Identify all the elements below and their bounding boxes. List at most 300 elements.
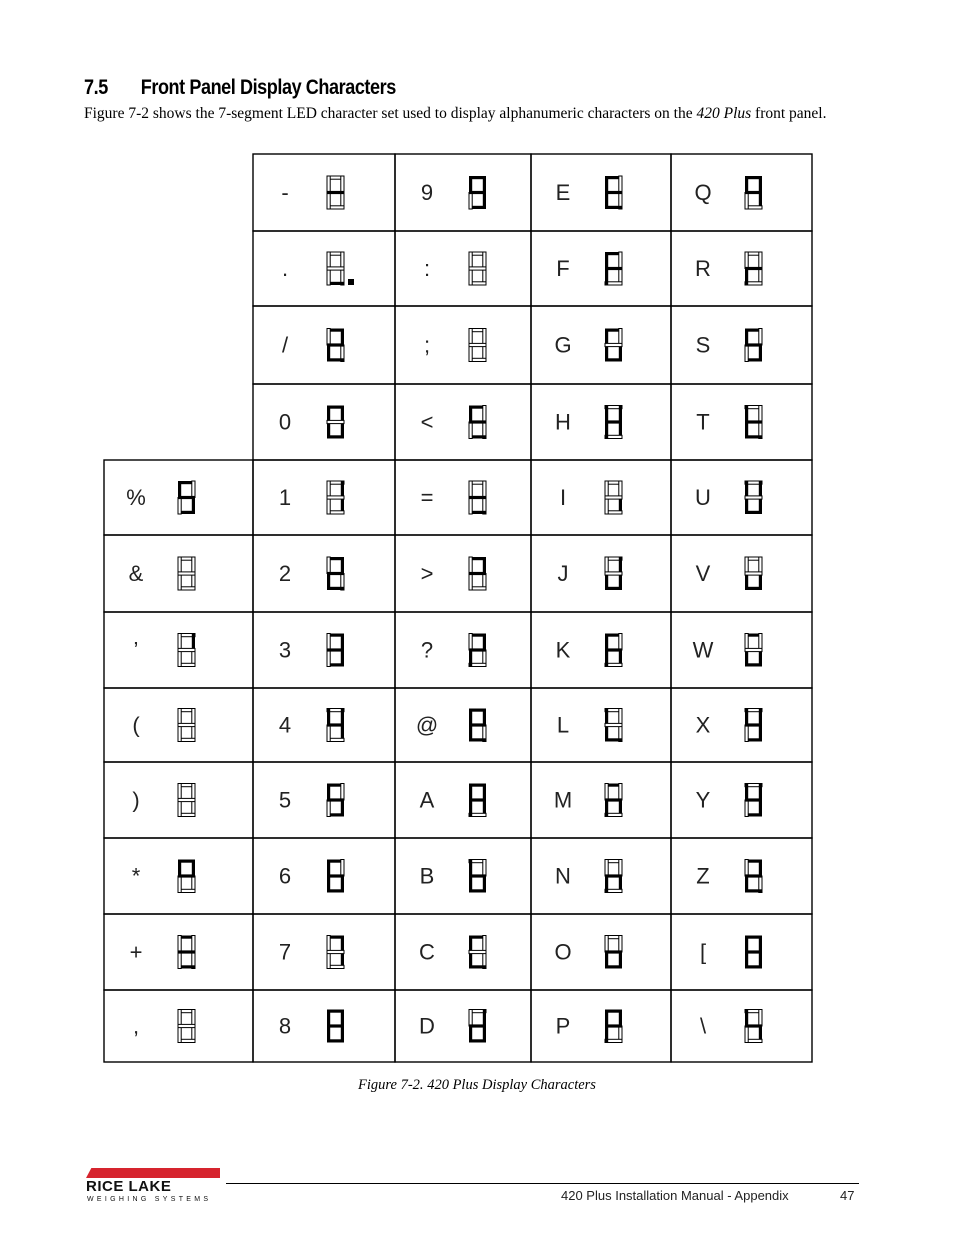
- segment-c-unlit: [192, 650, 195, 667]
- segment-d-lit: [745, 889, 762, 892]
- seven-segment-glyph: [745, 481, 762, 514]
- segment-e-lit: [605, 725, 608, 742]
- cell-border: [253, 384, 395, 460]
- cell-border: [671, 460, 812, 535]
- character-label: U: [695, 485, 711, 510]
- seven-segment-glyph: [745, 557, 762, 590]
- segment-e-unlit: [745, 1026, 748, 1043]
- segment-f-lit: [469, 406, 472, 423]
- seven-segment-glyph: [178, 557, 195, 590]
- character-label: &: [128, 561, 144, 586]
- character-label: A: [419, 787, 435, 813]
- cell-border: [671, 838, 812, 914]
- seven-segment-glyph: [178, 936, 195, 969]
- segment-a-unlit: [745, 252, 762, 255]
- seven-segment-glyph: [605, 1010, 622, 1043]
- character-cell: [395, 612, 531, 688]
- character-cell: [104, 762, 253, 838]
- segment-e-lit: [605, 422, 608, 439]
- segment-b-unlit: [192, 936, 195, 953]
- segment-d-unlit: [745, 206, 762, 209]
- segment-f-lit: [745, 784, 748, 801]
- seven-segment-glyph: [178, 784, 195, 817]
- segment-g-unlit: [469, 267, 486, 270]
- segment-b-lit: [192, 860, 195, 877]
- segment-e-lit: [605, 1026, 608, 1043]
- segment-b-unlit: [619, 252, 622, 269]
- segment-e-lit: [327, 876, 330, 893]
- segment-e-lit: [745, 422, 748, 439]
- segment-a-lit: [178, 860, 195, 863]
- segment-g-lit: [469, 798, 486, 801]
- cell-border: [104, 838, 253, 914]
- segment-b-unlit: [341, 784, 344, 801]
- segment-a-unlit: [469, 252, 486, 255]
- cell-border: [104, 535, 253, 612]
- segment-b-unlit: [759, 634, 762, 651]
- segment-b-unlit: [759, 557, 762, 574]
- segment-e-unlit: [469, 498, 472, 515]
- segment-d-unlit: [178, 663, 195, 666]
- segment-a-unlit: [178, 1010, 195, 1013]
- segment-d-lit: [469, 435, 486, 438]
- segment-f-lit: [605, 329, 608, 346]
- segment-g-lit: [745, 723, 762, 726]
- segment-e-lit: [605, 800, 608, 817]
- character-cell: [395, 306, 531, 384]
- segment-f-unlit: [469, 252, 472, 269]
- segment-a-unlit: [178, 557, 195, 560]
- segment-c-unlit: [483, 498, 486, 515]
- segment-e-lit: [327, 1026, 330, 1043]
- character-label: B: [419, 863, 435, 889]
- cell-border: [671, 762, 812, 838]
- segment-e-lit: [469, 876, 472, 893]
- segment-g-unlit: [327, 496, 344, 499]
- character-cell: [531, 231, 671, 306]
- seven-segment-glyph: [327, 406, 344, 439]
- segment-c-unlit: [483, 269, 486, 286]
- segment-f-lit: [745, 481, 748, 498]
- segment-g-lit: [469, 191, 486, 194]
- seven-segment-glyph: [327, 557, 344, 590]
- cell-border: [395, 535, 531, 612]
- segment-e-unlit: [745, 345, 748, 362]
- segment-g-lit: [745, 798, 762, 801]
- segment-g-lit: [605, 798, 622, 801]
- segment-d-unlit: [605, 1039, 622, 1042]
- segment-d-unlit: [605, 889, 622, 892]
- section-number: 7.5: [84, 76, 108, 99]
- segment-c-lit: [619, 574, 622, 591]
- segment-b-unlit: [192, 784, 195, 801]
- segment-c-lit: [759, 800, 762, 817]
- segment-f-unlit: [605, 936, 608, 953]
- cell-border: [531, 762, 671, 838]
- cell-border: [531, 535, 671, 612]
- character-cell: [395, 688, 531, 762]
- character-label: 1: [278, 485, 292, 510]
- segment-g-unlit: [605, 343, 622, 346]
- segment-a-unlit: [605, 709, 622, 712]
- segment-c-lit: [483, 876, 486, 893]
- character-label: C: [419, 939, 435, 965]
- segment-d-lit: [469, 1039, 486, 1042]
- character-label: ,: [132, 1013, 140, 1039]
- segment-e-lit: [745, 650, 748, 667]
- seven-segment-glyph: [745, 176, 762, 209]
- segment-d-unlit: [469, 813, 486, 816]
- segment-e-unlit: [178, 800, 181, 817]
- footer-manual-title: 420 Plus Installation Manual - Appendix: [561, 1188, 789, 1203]
- segment-c-unlit: [619, 725, 622, 742]
- segment-e-unlit: [327, 800, 330, 817]
- segment-e-lit: [469, 952, 472, 969]
- character-label: L: [556, 712, 570, 738]
- segment-g-lit: [745, 950, 762, 953]
- character-cell: [531, 838, 671, 914]
- seven-segment-glyph: [745, 1010, 762, 1043]
- segment-g-lit: [605, 648, 622, 651]
- segment-b-unlit: [759, 252, 762, 269]
- segment-d-lit: [327, 435, 344, 438]
- segment-c-unlit: [483, 952, 486, 969]
- segment-e-lit: [327, 574, 330, 591]
- segment-b-lit: [483, 784, 486, 801]
- segment-b-unlit: [192, 1010, 195, 1027]
- character-cell: [531, 688, 671, 762]
- seven-segment-glyph: [327, 784, 344, 817]
- segment-e-lit: [605, 345, 608, 362]
- seven-segment-glyph: [469, 936, 486, 969]
- segment-d-lit: [745, 587, 762, 590]
- segment-g-lit: [605, 874, 622, 877]
- segment-g-unlit: [178, 572, 195, 575]
- segment-g-lit: [469, 723, 486, 726]
- character-label: :: [423, 256, 431, 281]
- segment-f-unlit: [605, 557, 608, 574]
- character-label: J: [557, 561, 569, 586]
- character-label: G: [554, 332, 572, 358]
- segment-f-lit: [745, 1010, 748, 1027]
- character-label: F: [556, 256, 570, 281]
- segment-a-lit: [605, 176, 622, 179]
- segment-c-unlit: [192, 952, 195, 969]
- cell-border: [531, 914, 671, 990]
- segment-d-lit: [469, 511, 486, 514]
- character-cell: [253, 762, 395, 838]
- segment-c-lit: [192, 498, 195, 515]
- character-label: W: [692, 637, 714, 663]
- seven-segment-glyph: [745, 634, 762, 667]
- cell-border: [253, 990, 395, 1062]
- segment-a-lit: [745, 860, 762, 863]
- seven-segment-glyph: [605, 860, 622, 893]
- segment-c-lit: [341, 725, 344, 742]
- segment-a-unlit: [745, 406, 762, 409]
- character-label: 8: [278, 1013, 292, 1039]
- segment-g-lit: [469, 420, 486, 423]
- character-label: 5: [278, 787, 292, 813]
- segment-a-lit: [469, 784, 486, 787]
- character-cell: [395, 838, 531, 914]
- section-title: Front Panel Display Characters: [140, 76, 396, 99]
- segment-g-lit: [605, 267, 622, 270]
- segment-f-unlit: [745, 252, 748, 269]
- segment-c-unlit: [759, 422, 762, 439]
- segment-c-lit: [619, 952, 622, 969]
- character-label: 3: [278, 637, 292, 663]
- character-cell: [671, 154, 812, 231]
- segment-c-unlit: [483, 574, 486, 591]
- character-cell: [671, 384, 812, 460]
- cell-border: [253, 914, 395, 990]
- segment-a-unlit: [745, 557, 762, 560]
- character-cell: [531, 990, 671, 1062]
- segment-f-lit: [469, 936, 472, 953]
- segment-f-lit: [469, 709, 472, 726]
- seven-segment-glyph: [605, 406, 622, 439]
- segment-e-lit: [469, 1026, 472, 1043]
- segment-d-lit: [605, 587, 622, 590]
- page-number: 47: [840, 1188, 855, 1203]
- segment-b-lit: [341, 709, 344, 726]
- segment-b-unlit: [483, 860, 486, 877]
- rice-lake-logo: [86, 1168, 220, 1204]
- cell-border: [104, 990, 253, 1062]
- segment-b-unlit: [341, 176, 344, 193]
- segment-b-unlit: [341, 252, 344, 269]
- segment-f-lit: [745, 406, 748, 423]
- segment-e-unlit: [469, 422, 472, 439]
- segment-c-lit: [619, 498, 622, 515]
- segment-f-unlit: [469, 634, 472, 651]
- seven-segment-glyph: [605, 176, 622, 209]
- segment-f-unlit: [745, 860, 748, 877]
- segment-e-unlit: [178, 725, 181, 742]
- cell-border: [671, 612, 812, 688]
- segment-a-lit: [469, 936, 486, 939]
- character-cell: [531, 384, 671, 460]
- segment-e-unlit: [469, 269, 472, 286]
- intro-text-before: Figure 7-2 shows the 7-segment LED character set used to display alphanumeric characters on the: [84, 105, 697, 122]
- seven-segment-glyph: [178, 709, 195, 742]
- segment-c-lit: [759, 574, 762, 591]
- segment-e-lit: [469, 800, 472, 817]
- cell-border: [531, 990, 671, 1062]
- character-cell: [395, 535, 531, 612]
- segment-a-lit: [327, 936, 344, 939]
- segment-a-unlit: [605, 557, 622, 560]
- segment-d-lit: [605, 738, 622, 741]
- segment-g-lit: [745, 343, 762, 346]
- segment-g-lit: [605, 1024, 622, 1027]
- segment-a-lit: [745, 329, 762, 332]
- character-cell: [253, 306, 395, 384]
- segment-f-unlit: [469, 329, 472, 346]
- cell-border: [671, 990, 812, 1062]
- seven-segment-glyph: [745, 329, 762, 362]
- segment-g-unlit: [469, 343, 486, 346]
- segment-d-lit: [178, 965, 195, 968]
- segment-d-lit: [327, 1039, 344, 1042]
- segment-e-lit: [745, 952, 748, 969]
- segment-g-unlit: [327, 950, 344, 953]
- segment-e-lit: [605, 193, 608, 210]
- segment-e-lit: [745, 876, 748, 893]
- character-label: V: [695, 561, 711, 586]
- logo-tagline: WEIGHING SYSTEMS: [87, 1196, 212, 1203]
- cell-border: [531, 688, 671, 762]
- segment-c-lit: [759, 650, 762, 667]
- character-cell: [395, 154, 531, 231]
- cell-border: [531, 154, 671, 231]
- segment-a-unlit: [469, 1010, 486, 1013]
- segment-e-lit: [327, 345, 330, 362]
- segment-f-unlit: [469, 557, 472, 574]
- cell-border: [671, 384, 812, 460]
- cell-border: [253, 762, 395, 838]
- segment-b-lit: [341, 634, 344, 651]
- segment-d-unlit: [469, 358, 486, 361]
- segment-b-lit: [192, 634, 195, 651]
- segment-a-unlit: [745, 1010, 762, 1013]
- character-cell: [531, 154, 671, 231]
- segment-f-unlit: [327, 936, 330, 953]
- segment-c-lit: [759, 193, 762, 210]
- segment-g-unlit: [745, 648, 762, 651]
- segment-d-lit: [605, 965, 622, 968]
- cell-border: [253, 688, 395, 762]
- segment-b-unlit: [192, 557, 195, 574]
- segment-c-unlit: [341, 193, 344, 210]
- segment-g-lit: [469, 572, 486, 575]
- segment-a-lit: [327, 860, 344, 863]
- character-cell: [395, 914, 531, 990]
- character-label: ’: [133, 637, 139, 663]
- segment-f-unlit: [178, 557, 181, 574]
- seven-segment-glyph: [745, 860, 762, 893]
- segment-f-lit: [469, 176, 472, 193]
- segment-f-lit: [178, 860, 181, 877]
- segment-c-lit: [341, 1026, 344, 1043]
- character-label: (: [132, 712, 140, 738]
- character-label: \: [699, 1013, 707, 1039]
- seven-segment-glyph: [605, 634, 622, 667]
- segment-f-unlit: [605, 860, 608, 877]
- segment-b-lit: [483, 176, 486, 193]
- segment-e-unlit: [178, 650, 181, 667]
- character-label: <: [420, 409, 434, 435]
- seven-segment-glyph: [178, 860, 195, 893]
- segment-a-lit: [469, 176, 486, 179]
- character-label: 7: [278, 939, 292, 965]
- segment-f-unlit: [178, 709, 181, 726]
- segment-c-lit: [619, 800, 622, 817]
- segment-e-unlit: [327, 952, 330, 969]
- character-label: %: [126, 485, 146, 510]
- segment-a-unlit: [178, 634, 195, 637]
- segment-b-unlit: [483, 329, 486, 346]
- segment-g-unlit: [178, 798, 195, 801]
- segment-d-lit: [327, 587, 344, 590]
- character-cell: [253, 460, 395, 535]
- character-cell: [395, 231, 531, 306]
- segment-e-lit: [745, 574, 748, 591]
- segment-c-lit: [341, 876, 344, 893]
- segment-g-lit: [745, 874, 762, 877]
- segment-c-lit: [341, 952, 344, 969]
- caption-prefix: Figure 7-2.: [358, 1077, 428, 1093]
- segment-c-unlit: [192, 725, 195, 742]
- segment-f-unlit: [605, 481, 608, 498]
- segment-b-unlit: [619, 784, 622, 801]
- segment-c-lit: [483, 1026, 486, 1043]
- character-label: S: [695, 332, 711, 358]
- character-label: ;: [423, 332, 431, 358]
- segment-g-lit: [327, 723, 344, 726]
- segment-e-unlit: [178, 876, 181, 893]
- seven-segment-glyph: [178, 481, 195, 514]
- segment-b-unlit: [759, 329, 762, 346]
- segment-c-lit: [483, 800, 486, 817]
- segment-d-lit: [745, 663, 762, 666]
- segment-c-lit: [759, 1026, 762, 1043]
- segment-e-unlit: [327, 725, 330, 742]
- character-cell: [253, 535, 395, 612]
- character-cell: [531, 535, 671, 612]
- segment-e-unlit: [469, 345, 472, 362]
- segment-a-unlit: [605, 860, 622, 863]
- segment-f-lit: [605, 634, 608, 651]
- seven-segment-glyph: [605, 252, 622, 285]
- segment-d-unlit: [327, 738, 344, 741]
- segment-d-unlit: [745, 282, 762, 285]
- segment-a-lit: [327, 1010, 344, 1013]
- segment-e-unlit: [178, 498, 181, 515]
- segment-b-unlit: [341, 860, 344, 877]
- seven-segment-glyph: [469, 252, 486, 285]
- segment-d-lit: [605, 206, 622, 209]
- character-cell: [104, 535, 253, 612]
- cell-border: [531, 231, 671, 306]
- character-label: 2: [278, 561, 292, 586]
- cell-border: [671, 154, 812, 231]
- segment-d-unlit: [327, 511, 344, 514]
- segment-f-lit: [605, 176, 608, 193]
- seven-segment-glyph: [469, 406, 486, 439]
- character-cell: [104, 688, 253, 762]
- segment-g-lit: [605, 950, 622, 953]
- character-cell: [671, 838, 812, 914]
- segment-g-unlit: [605, 572, 622, 575]
- segment-c-lit: [759, 952, 762, 969]
- character-label: X: [695, 712, 711, 738]
- segment-a-unlit: [745, 784, 762, 787]
- cell-border: [395, 306, 531, 384]
- segment-f-unlit: [178, 1010, 181, 1027]
- character-label: O: [554, 939, 572, 965]
- segment-b-lit: [619, 1010, 622, 1027]
- seven-segment-glyph: [605, 936, 622, 969]
- segment-d-unlit: [469, 663, 486, 666]
- segment-f-lit: [605, 406, 608, 423]
- segment-d-lit: [745, 358, 762, 361]
- segment-b-lit: [483, 557, 486, 574]
- cell-border: [531, 612, 671, 688]
- segment-d-unlit: [178, 889, 195, 892]
- character-cell: [671, 535, 812, 612]
